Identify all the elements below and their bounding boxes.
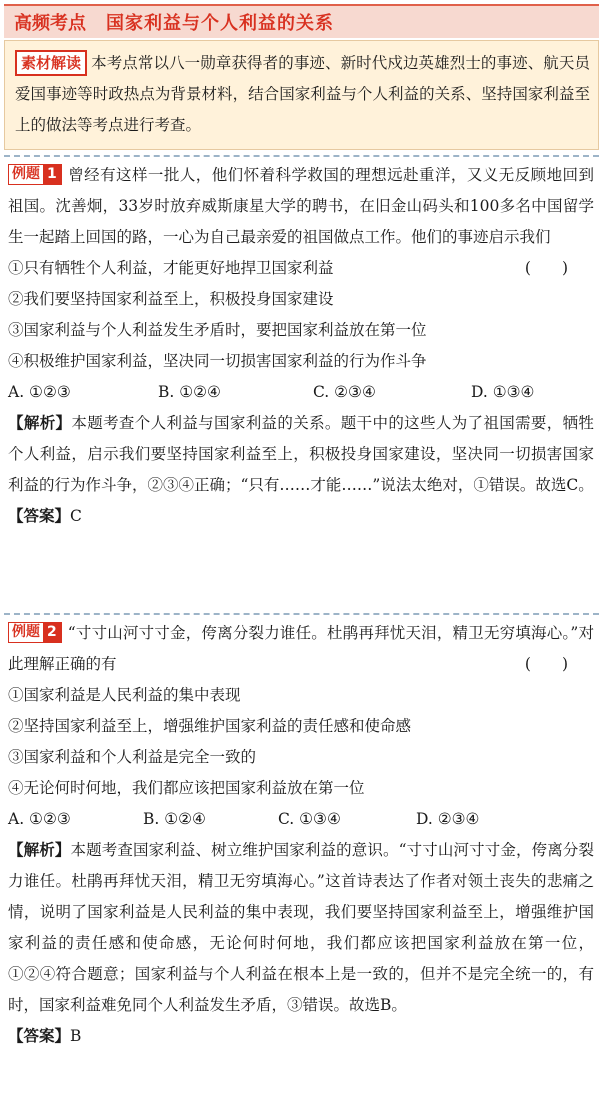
example-2-option: ④无论何时何地，我们都应该把国家利益放在第一位 [8,779,365,797]
example-1-option: ①只有牺牲个人利益，才能更好地捍卫国家利益 [8,259,334,277]
example-1-label-word: 例题 [9,165,43,184]
example-2-stem: “寸寸山河寸寸金，侉离分裂力谁任。杜鹃再拜忧天泪，精卫无穷填海心。”对此理解正确的有 [8,624,594,673]
topic-title: 国家利益与个人利益的关系 [106,13,334,34]
material-intro-label: 素材解读 [15,50,87,76]
example-1-analysis [8,408,594,501]
example-2-label-word: 例题 [9,623,43,642]
example-2-answer-value: B [70,1027,82,1045]
example-2-answer-paren: ( ) [524,655,568,673]
example-1-number: 1 [43,165,61,184]
material-intro [4,40,599,150]
example-1-analysis-label: 【解析】 [8,414,72,432]
example-2-answer-label: 【答案】 [8,1027,71,1045]
example-1-choice-b: B. ①②④ [158,383,221,401]
example-1-option: ④积极维护国家利益，坚决同一切损害国家利益的行为作斗争 [8,352,427,370]
section-divider [4,613,599,615]
example-2-analysis [8,835,594,1021]
material-intro-text: 本考点常以八一勋章获得者的事迹、新时代戍边英雄烈士的事迹、航天员爱国事迹等时政热点为背景材料，结合国家利益与个人利益的关系、坚持国家利益至上的做法等考点进行考查。 [15,54,590,134]
example-1-option: ②我们要坚持国家利益至上，积极投身国家建设 [8,290,334,308]
example-1-option: ③国家利益与个人利益发生矛盾时，要把国家利益放在第一位 [8,321,427,339]
example-2-option: ②坚持国家利益至上，增强维护国家利益的责任感和使命感 [8,717,412,735]
example-1-choice-c: C. ②③④ [313,383,376,401]
example-2-analysis-label: 【解析】 [8,841,71,859]
example-1-answer-paren: ( ) [524,259,568,277]
example-1-answer [8,501,594,531]
example-2-choice-d: D. ②③④ [416,810,480,828]
example-2-choices [8,804,594,835]
topic-tag: 高频考点 [14,13,86,34]
topic-header [4,4,599,38]
example-2-choice-a: A. ①②③ [8,810,71,828]
example-1 [8,160,594,531]
example-1-label [8,164,62,185]
example-2-analysis-text: 本题考查国家利益、树立维护国家利益的意识。“寸寸山河寸寸金，侉离分裂力谁任。杜鹃再拜忧天泪，精卫无穷填海心。”这首诗表达了作者对领土丧失的悲痛之情，说明了国家利益是人民利益的集中表现，我们要坚持国家利益至上，增强维护国家利益的责任感和使命感，无论何时何地，我们都应该把国家利益放在第一位，①②④符合题意；国家利益与个人利益在根本上是一致的，但并不是完全统一的，有时，国家利益难免同个人利益发生矛盾，③错误。故选B。 [8,841,594,1014]
example-2-label [8,622,62,643]
example-1-choice-a: A. ①②③ [8,383,71,401]
example-1-analysis-text: 本题考查个人利益与国家利益的关系。题干中的这些人为了祖国需要，牺牲个人利益，启示我们要坚持国家利益至上，积极投身国家建设，坚决同一切损害国家利益的行为作斗争，②③④正确；“只有……才能……”说法太绝对，①错误。故选C。 [8,414,594,494]
example-1-choice-d: D. ①③④ [471,383,535,401]
example-2-answer [8,1021,594,1051]
section-divider [4,155,599,157]
example-2 [8,618,594,1051]
example-2-number: 2 [43,623,61,642]
example-2-option: ③国家利益和个人利益是完全一致的 [8,748,257,766]
example-1-stem: 曾经有这样一批人，他们怀着科学救国的理想远赴重洋，又义无反顾地回到祖国。沈善炯，33岁时放弃威斯康星大学的聘书，在旧金山码头和100多名中国留学生一起踏上回国的路，一心为自己最亲爱的祖国做点工作。他们的事迹启示我们 [8,166,594,246]
example-2-choice-c: C. ①③④ [278,810,341,828]
example-1-answer-label: 【答案】 [8,507,71,525]
example-1-choices [8,377,594,408]
example-1-answer-value: C [70,507,82,525]
example-2-stem-block [8,618,594,680]
example-2-option: ①国家利益是人民利益的集中表现 [8,686,241,704]
example-2-choice-b: B. ①②④ [143,810,206,828]
